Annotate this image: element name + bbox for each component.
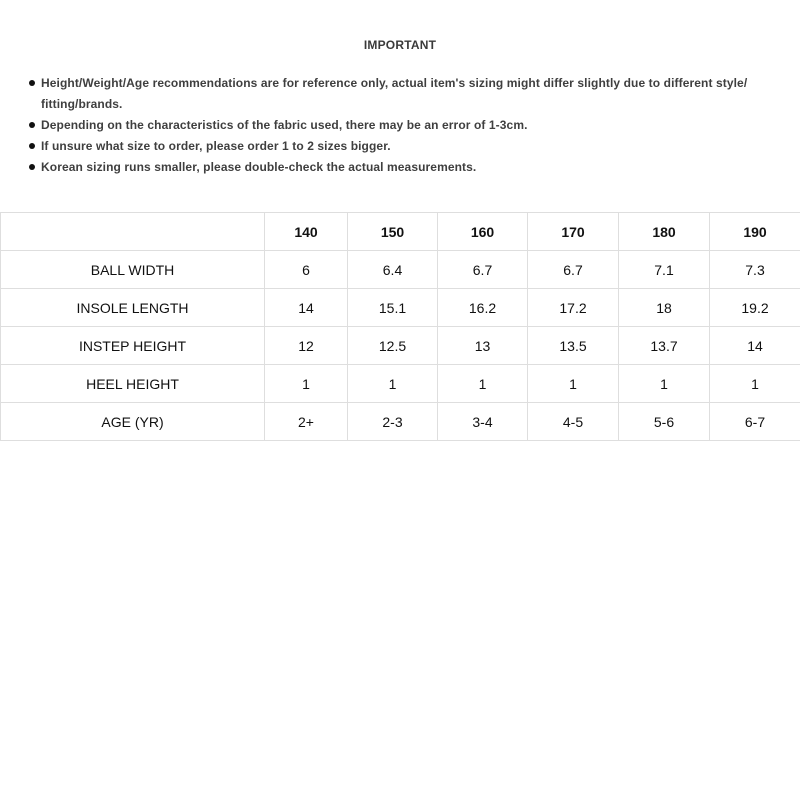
table-cell: 16.2 [438, 289, 528, 327]
table-cell: 7.3 [710, 251, 800, 289]
column-header: 150 [348, 213, 438, 251]
row-label: HEEL HEIGHT [1, 365, 265, 403]
table-cell: 2+ [265, 403, 348, 441]
row-label: BALL WIDTH [1, 251, 265, 289]
table-cell: 17.2 [528, 289, 619, 327]
table-cell: 13.5 [528, 327, 619, 365]
table-cell: 14 [710, 327, 800, 365]
table-row [1, 289, 800, 327]
table-cell: 2-3 [348, 403, 438, 441]
table-cell: 13 [438, 327, 528, 365]
table-cell: 3-4 [438, 403, 528, 441]
table-cell: 12.5 [348, 327, 438, 365]
table-cell: 1 [619, 365, 710, 403]
column-header: 190 [710, 213, 800, 251]
bullet-icon [29, 122, 35, 128]
table-header-row [1, 213, 800, 251]
column-header: 170 [528, 213, 619, 251]
notice-item [26, 115, 776, 136]
table-cell: 1 [710, 365, 800, 403]
table-cell: 6-7 [710, 403, 800, 441]
table-cell: 13.7 [619, 327, 710, 365]
notice-item-text: Height/Weight/Age recommendations are for reference only, actual item's sizing might differ slightly due to different style/ fitting/brands. [41, 76, 748, 111]
table-cell: 6 [265, 251, 348, 289]
bullet-icon [29, 143, 35, 149]
notice-title: IMPORTANT [363, 38, 437, 52]
notice-item [26, 73, 776, 115]
column-header: 140 [265, 213, 348, 251]
table-cell: 6.4 [348, 251, 438, 289]
table-row [1, 251, 800, 289]
bullet-icon [29, 80, 35, 86]
notice-item [26, 157, 776, 178]
table-cell: 19.2 [710, 289, 800, 327]
notice-list [26, 73, 776, 178]
row-label: AGE (YR) [1, 403, 265, 441]
notice-item-text: If unsure what size to order, please order 1 to 2 sizes bigger. [41, 139, 391, 153]
table-cell: 15.1 [348, 289, 438, 327]
table-cell: 4-5 [528, 403, 619, 441]
table-cell: 12 [265, 327, 348, 365]
table-row [1, 327, 800, 365]
table-row [1, 365, 800, 403]
row-label: INSTEP HEIGHT [1, 327, 265, 365]
table-cell: 6.7 [528, 251, 619, 289]
column-header: 180 [619, 213, 710, 251]
bullet-icon [29, 164, 35, 170]
notice-item-text: Korean sizing runs smaller, please double-check the actual measurements. [41, 160, 477, 174]
table-row [1, 403, 800, 441]
notice-item [26, 136, 776, 157]
table-cell: 1 [265, 365, 348, 403]
table-cell: 7.1 [619, 251, 710, 289]
table-cell: 18 [619, 289, 710, 327]
notice-item-text: Depending on the characteristics of the fabric used, there may be an error of 1-3cm. [41, 118, 528, 132]
column-header: 160 [438, 213, 528, 251]
table-cell: 6.7 [438, 251, 528, 289]
table-cell: 1 [348, 365, 438, 403]
table-cell: 1 [528, 365, 619, 403]
size-chart-table [0, 212, 800, 441]
table-corner-cell [1, 213, 265, 251]
table-cell: 14 [265, 289, 348, 327]
table-cell: 1 [438, 365, 528, 403]
row-label: INSOLE LENGTH [1, 289, 265, 327]
table-cell: 5-6 [619, 403, 710, 441]
